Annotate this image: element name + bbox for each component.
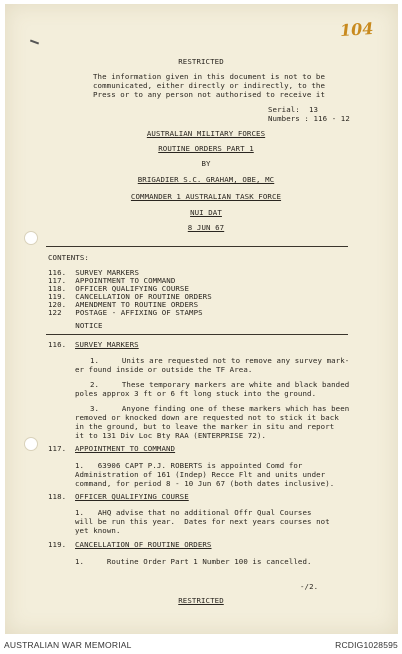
paragraph-line: 1. Routine Order Part 1 Number 100 is cancelled. [75,557,312,566]
paragraph-line: poles approx 3 ft or 6 ft long stuck into the ground. [75,389,317,398]
punch-hole [24,231,38,245]
handwritten-page-number: 104 [339,18,375,41]
notice-line-3: Press or to any person not authorised to receive it [93,90,326,99]
archive-credit: AUSTRALIAN WAR MEMORIAL [4,640,132,650]
by-line: BY [201,159,211,168]
divider [46,246,348,247]
commander-name: BRIGADIER S.C. GRAHAM, OBE, MC [137,175,275,184]
date: 8 JUN 67 [187,223,225,232]
classification-bottom: RESTRICTED [178,596,224,605]
archive-id: RCDIG1028595 [335,640,398,650]
continuation-mark: -/2. [300,582,319,591]
contents-item: 116. SURVEY MARKERS [48,268,139,277]
classification-top: RESTRICTED [178,57,224,66]
punch-hole [24,437,38,451]
numbers: Numbers : 116 - 12 [268,114,350,123]
paragraph-line: 1. Units are requested not to remove any survey mark- [90,356,350,365]
contents-item: 117. APPOINTMENT TO COMMAND [48,276,176,285]
paragraph-line: in the ground, but to leave the marker in situ and report [75,422,335,431]
contents-item: 119. CANCELLATION OF ROUTINE ORDERS [48,292,212,301]
divider [46,334,348,335]
paragraph-line: 1. AHQ advise that no additional Offr Qual Courses [75,508,312,517]
section-number: 118. [48,492,67,501]
place: NUI DAT [190,208,222,217]
org-title: AUSTRALIAN MILITARY FORCES [146,129,266,138]
paragraph-line: it to 131 Div Loc Bty RAA (ENTERPRISE 72). [75,431,267,440]
paragraph-line: 2. These temporary markers are white and black banded [90,380,350,389]
doc-title: ROUTINE ORDERS PART 1 [158,144,254,153]
section-number: 116. [48,340,67,349]
contents-item: 118. OFFICER QUALIFYING COURSE [48,284,190,293]
paragraph-line: 3. Anyone finding one of these markers which has been [90,404,350,413]
serial: Serial: 13 [268,105,319,114]
paragraph-line: removed or knocked down are requested not to stick it back [75,413,339,422]
section-heading: APPOINTMENT TO COMMAND [75,444,176,453]
paragraph-line: will be run this year. Dates for next years courses not [75,517,330,526]
notice-line-2: communicated, either directly or indirectly, to the [93,81,326,90]
paragraph-line: command, for period 8 - 10 Jun 67 (both dates inclusive). [75,479,335,488]
paragraph-line: er found inside or outside the TF Area. [75,365,253,374]
contents-heading: CONTENTS: [48,253,89,262]
paragraph-line: yet known. [75,526,121,535]
contents-item: NOTICE [48,321,103,330]
section-heading: OFFICER QUALIFYING COURSE [75,492,189,501]
notice-line-1: The information given in this document is not to be [93,72,326,81]
contents-item: 120. AMENDMENT TO ROUTINE ORDERS [48,300,199,309]
contents-item: 122 POSTAGE - AFFIXING OF STAMPS [48,308,203,317]
section-heading: SURVEY MARKERS [75,340,139,349]
paragraph-line: 1. 63906 CAPT P.J. ROBERTS is appointed Comd for [75,461,303,470]
commander-role: COMMANDER 1 AUSTRALIAN TASK FORCE [130,192,282,201]
paragraph-line: Administration of 161 (Indep) Recce Flt and units under [75,470,326,479]
section-heading: CANCELLATION OF ROUTINE ORDERS [75,540,212,549]
section-number: 119. [48,540,67,549]
section-number: 117. [48,444,67,453]
